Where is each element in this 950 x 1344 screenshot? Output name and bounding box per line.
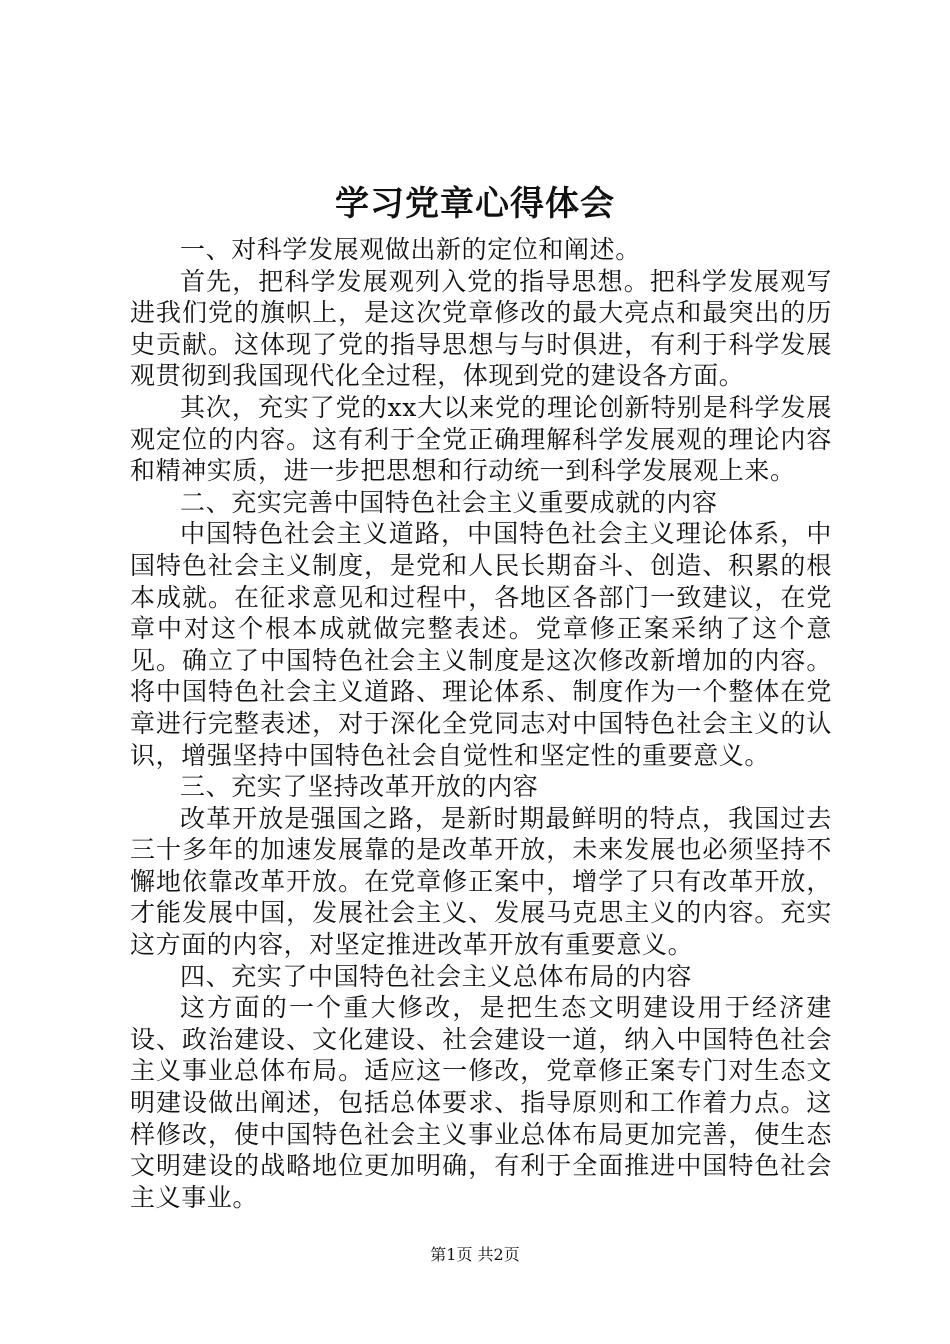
paragraph: 这方面的一个重大修改，是把生态文明建设用于经济建设、政治建设、文化建设、社会建设一道，纳入中国特色社会主义事业总体布局。适应这一修改，党章修正案专门对生态文明建设做出阐述，包括总体要求、指导原则和工作着力点。这样修改，使中国特色社会主义事业总体布局更加完善，使生态文明建设的战略地位更加明确，有利于全面推进中国特色社会主义事业。 [130, 993, 832, 1212]
section-heading-3: 三、充实了坚持改革开放的内容 [180, 772, 539, 802]
document-title: 学习党章心得体会 [335, 184, 615, 224]
section-heading-2: 二、充实完善中国特色社会主义重要成就的内容 [180, 487, 718, 517]
page-number-footer: 第1页 共2页 [430, 1245, 520, 1264]
paragraph: 首先，把科学发展观列入党的指导思想。把科学发展观写进我们党的旗帜上，是这次党章修改的最大亮点和最突出的历史贡献。这体现了党的指导思想与与时俱进，有利于科学发展观贯彻到我国现代化全过程，体现到党的建设各方面。 [130, 266, 832, 391]
paragraph: 改革开放是强国之路，是新时期最鲜明的特点，我国过去三十多年的加速发展靠的是改革开放，未来发展也必须坚持不懈地依靠改革开放。在党章修正案中，增学了只有改革开放，才能发展中国，发展社会主义、发展马克思主义的内容。充实这方面的内容，对坚定推进改革开放有重要意义。 [130, 803, 832, 960]
paragraph: 中国特色社会主义道路，中国特色社会主义理论体系，中国特色社会主义制度，是党和人民长期奋斗、创造、积累的根本成就。在征求意见和过程中，各地区各部门一致建议，在党章中对这个根本成就做完整表述。党章修正案采纳了这个意见。确立了中国特色社会主义制度是这次修改新增加的内容。将中国特色社会主义道路、理论体系、制度作为一个整体在党章进行完整表述，对于深化全党同志对中国特色社会主义的认识，增强坚持中国特色社会自觉性和坚定性的重要意义。 [130, 519, 832, 770]
section-heading-1: 一、对科学发展观做出新的定位和阐述。 [180, 235, 641, 264]
document-body [130, 234, 832, 1213]
paragraph: 其次，充实了党的xx大以来党的理论创新特别是科学发展观定位的内容。这有利于全党正确理解科学发展观的理论内容和精神实质，进一步把思想和行动统一到科学发展观上来。 [130, 392, 832, 486]
section-heading-4: 四、充实了中国特色社会主义总体布局的内容 [180, 961, 693, 991]
